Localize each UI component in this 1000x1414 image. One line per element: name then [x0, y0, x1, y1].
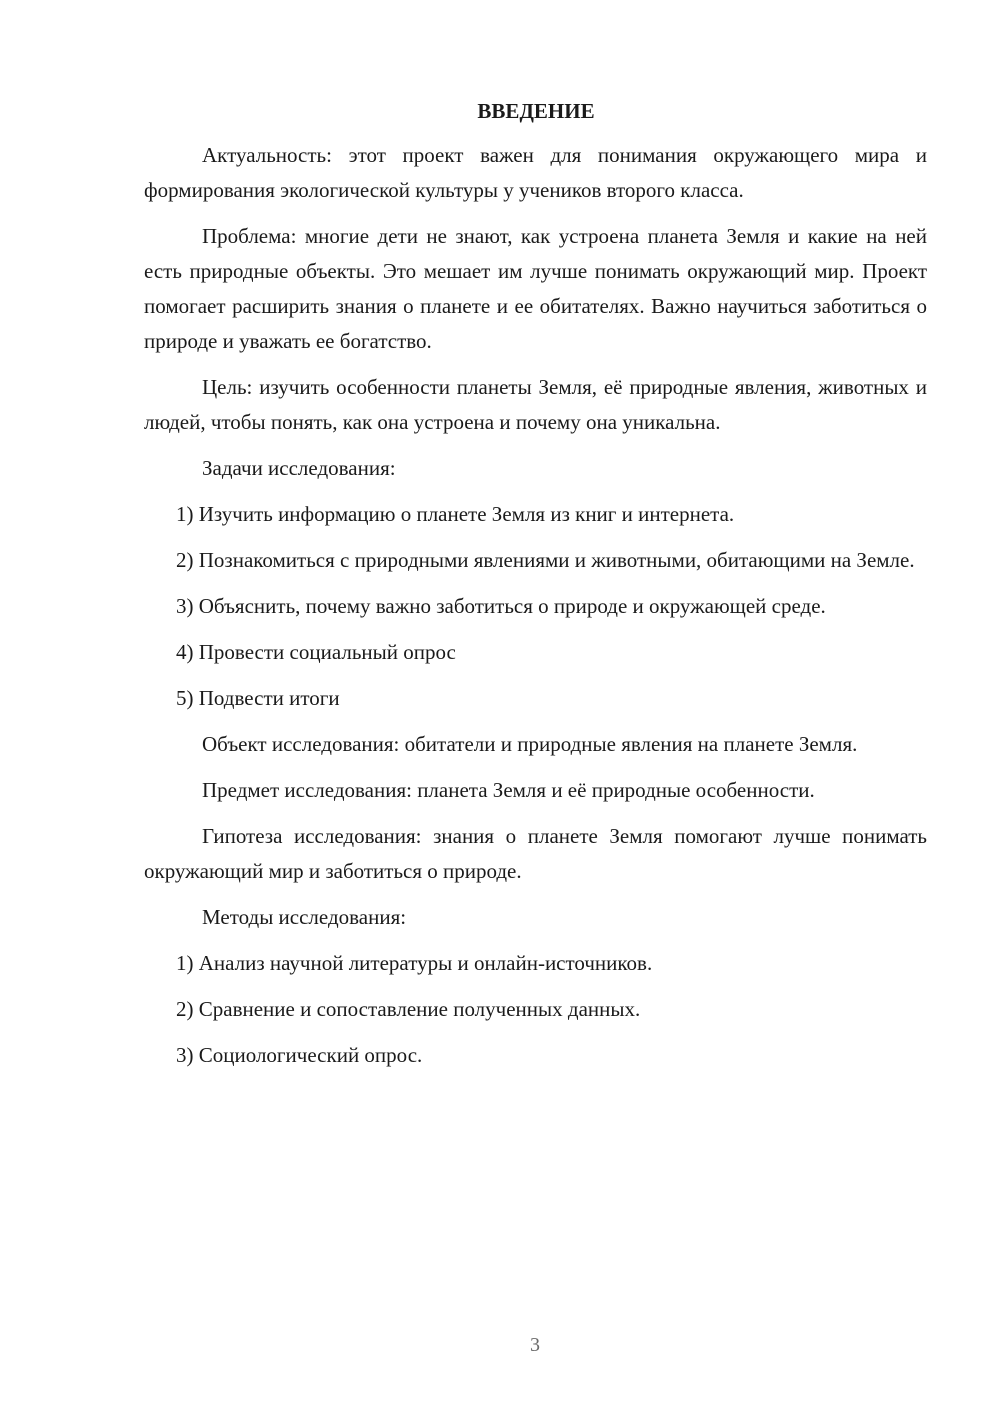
subject-paragraph: Предмет исследования: планета Земля и её природные особенности. — [202, 778, 815, 802]
task-item: 5) Подвести итоги — [176, 686, 340, 710]
method-item: 3) Социологический опрос. — [176, 1043, 423, 1067]
page-title: ВВЕДЕНИЕ — [477, 99, 595, 123]
page-number: 3 — [530, 1334, 540, 1356]
task-item: 4) Провести социальный опрос — [176, 640, 456, 664]
methods-heading: Методы исследования: — [202, 905, 407, 929]
task-item: 1) Изучить информацию о планете Земля из книг и интернета. — [176, 502, 735, 526]
document-page — [144, 96, 927, 1084]
problem-paragraph: Проблема: многие дети не знают, как устроена планета Земля и какие на ней есть природные объекты. Это мешает им лучше понимать окружающий мир. Проект помогает расширить знания о планете и ее обитателях. Важно научиться заботиться о природе и уважать ее богатство. — [144, 224, 927, 353]
tasks-heading: Задачи исследования: — [202, 456, 396, 480]
hypothesis-paragraph: Гипотеза исследования: знания о планете Земля помогают лучше понимать окружающий мир и заботиться о природе. — [144, 824, 927, 883]
object-paragraph: Объект исследования: обитатели и природные явления на планете Земля. — [202, 732, 858, 756]
method-item: 1) Анализ научной литературы и онлайн-источников. — [176, 951, 653, 975]
task-item: 2) Познакомиться с природными явлениями и животными, обитающими на Земле. — [176, 548, 915, 572]
goal-paragraph: Цель: изучить особенности планеты Земля, её природные явления, животных и людей, чтобы понять, как она устроена и почему она уникальна. — [144, 375, 927, 434]
tasks-list — [144, 497, 927, 716]
task-item: 3) Объяснить, почему важно заботиться о природе и окружающей среде. — [176, 594, 826, 618]
method-item: 2) Сравнение и сопоставление полученных данных. — [176, 997, 641, 1021]
methods-list — [144, 946, 927, 1073]
relevance-paragraph: Актуальность: этот проект важен для понимания окружающего мира и формирования экологической культуры у учеников второго класса. — [144, 143, 927, 202]
